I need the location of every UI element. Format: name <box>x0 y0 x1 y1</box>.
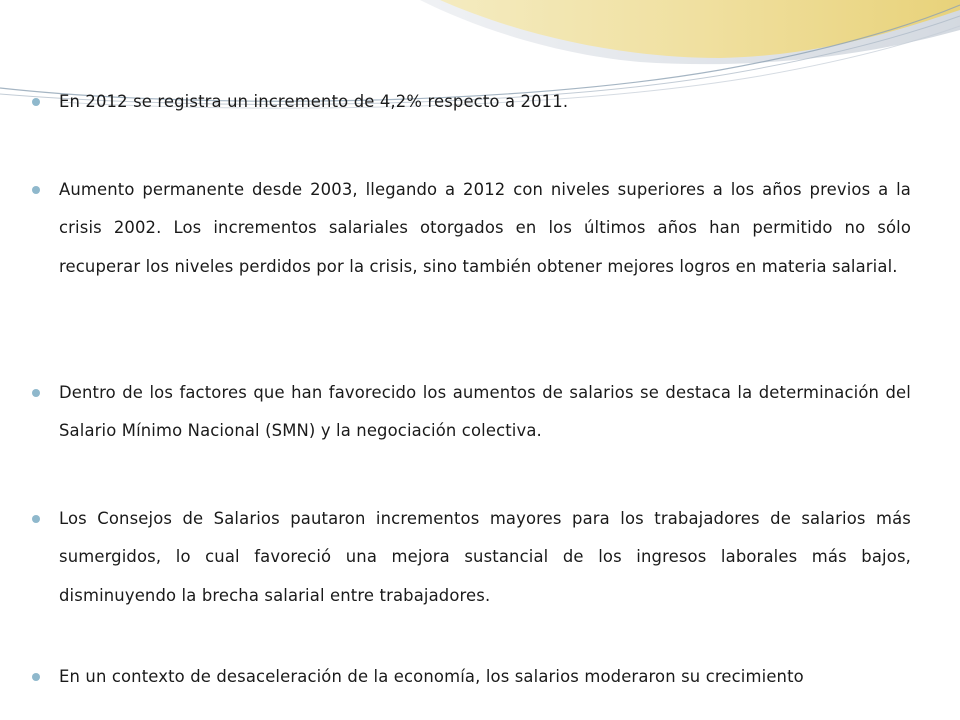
bullet-dot-icon <box>32 186 40 194</box>
bullet-item <box>59 171 911 286</box>
bullet-text: En un contexto de desaceleración de la economía, los salarios moderaron su crecimiento <box>59 667 804 686</box>
bullet-text: En 2012 se registra un incremento de 4,2% respecto a 2011. <box>59 92 569 111</box>
bullet-dot-icon <box>32 673 40 681</box>
bullet-item <box>59 374 911 451</box>
bullet-item <box>59 83 911 121</box>
bullet-item <box>59 658 911 696</box>
bullet-dot-icon <box>32 515 40 523</box>
bullet-text: Los Consejos de Salarios pautaron incrementos mayores para los trabajadores de salarios más sumergidos, lo cual favoreció una mejora sustancial de los ingresos laborales más bajos, disminuyendo la brecha salarial entre trabajadores. <box>59 509 911 605</box>
bullet-item <box>59 500 911 615</box>
bullet-text: Dentro de los factores que han favorecido los aumentos de salarios se destaca la determinación del Salario Mínimo Nacional (SMN) y la negociación colectiva. <box>59 383 911 441</box>
bullet-text: Aumento permanente desde 2003, llegando a 2012 con niveles superiores a los años previos a la crisis 2002. Los incrementos salariales otorgados en los últimos años han permitido no sólo recuperar los niveles perdidos por la crisis, sino también obtener mejores logros en materia salarial. <box>59 180 911 276</box>
bullet-dot-icon <box>32 389 40 397</box>
bullet-dot-icon <box>32 98 40 106</box>
